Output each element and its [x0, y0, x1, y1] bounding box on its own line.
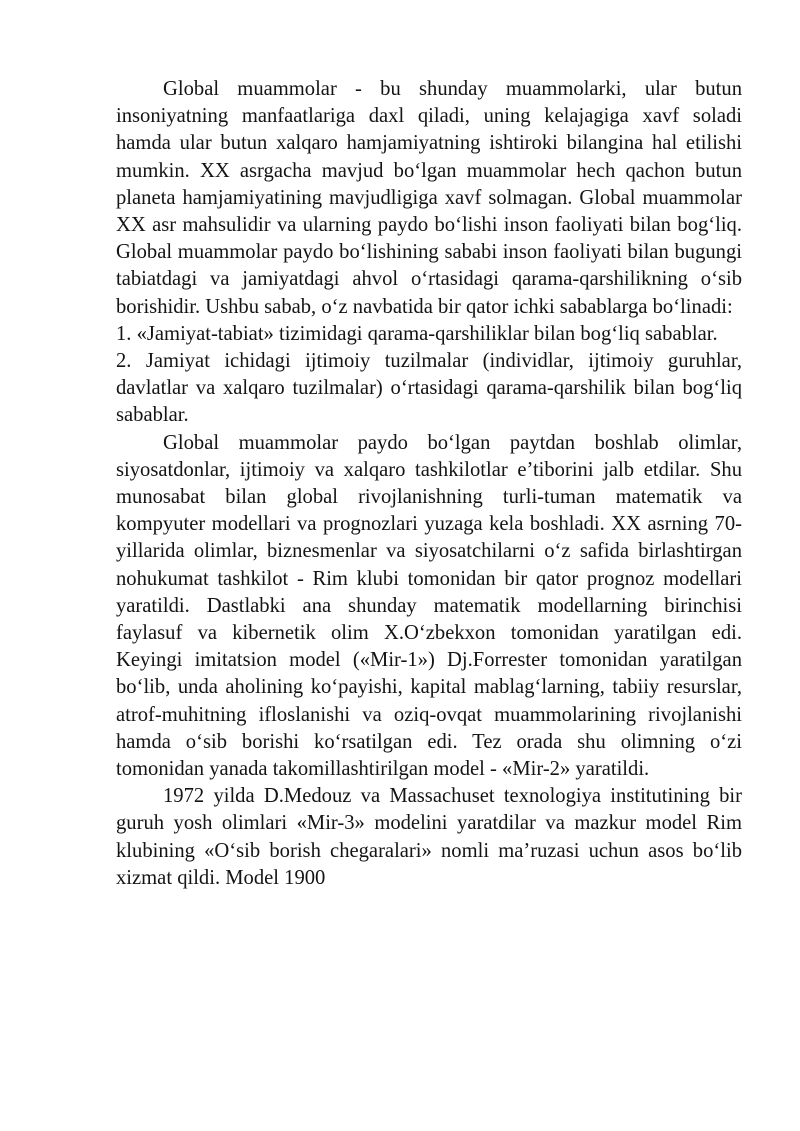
- document-page: [116, 76, 742, 892]
- list-item-social-structure-causes: 2. Jamiyat ichidagi ijtimoiy tuzilmalar (individlar, ijtimoiy guruhlar, davlatlar va xalqaro tuzilmalar) o‘rtasidagi qarama-qarshilik bilan bog‘liq sabablar.: [116, 350, 742, 427]
- list-item-society-nature-causes: 1. «Jamiyat-tabiat» tizimidagi qarama-qarshiliklar bilan bog‘liq sabablar.: [116, 322, 718, 345]
- paragraph-global-models: Global muammolar paydo bo‘lgan paytdan boshlab olimlar, siyosatdonlar, ijtimoiy va xalqaro tashkilotlar e’tiborini jalb etdilar. Shu munosabat bilan global rivojlanishning turli-tuman matematik va kompyuter modellari va prognozlari yuzaga kela boshladi. XX asrning 70-yillarida olimlar, biznesmenlar va siyosatchilarni o‘z safida birlashtirgan nohukumat tashkilot - Rim klubi tomonidan bir qator prognoz modellari yaratildi. Dastlabki ana shunday matematik modellarning birinchisi faylasuf va kibernetik olim X.O‘zbekxon tomonidan yaratilgan edi. Keyingi imitatsion model («Mir-1») Dj.Forrester tomonidan yaratilgan bo‘lib, unda aholining ko‘payishi, kapital mablag‘larning, tabiiy resurslar, atrof-muhitning ifloslanishi va oziq-ovqat muammolarining rivojlanishi hamda o‘sib borishi ko‘rsatilgan edi. Tez orada shu olimning o‘zi tomonidan yanada takomillashtirilgan model - «Mir-2» yaratildi.: [116, 431, 742, 781]
- paragraph-global-problems-definition: Global muammolar - bu shunday muammolarki, ular butun insoniyatning manfaatlariga daxl qiladi, uning kelajagiga xavf soladi hamda ular butun xalqaro hamjamiyatning ishtiroki bilangina hal etilishi mumkin. XX asrgacha mavjud bo‘lgan muammolar hech qachon butun planeta hamjamiyatining mavjudligiga xavf solmagan. Global muammolar XX asr mahsulidir va ularning paydo bo‘lishi inson faoliyati bilan bog‘liq. Global muammolar paydo bo‘lishining sababi inson faoliyati bilan bugungi tabiatdagi va jamiyatdagi ahvol o‘rtasidagi qarama-qarshilikning o‘sib borishidir. Ushbu sabab, o‘z navbatida bir qator ichki sabablarga bo‘linadi:: [116, 78, 742, 318]
- paragraph-mir3-model: 1972 yilda D.Medouz va Massachuset texnologiya institutining bir guruh yosh olimlari «Mir-3» modelini yaratdilar va mazkur model Rim klubining «O‘sib borish chegaralari» nomli ma’ruzasi uchun asos bo‘lib xizmat qildi. Model 1900: [116, 785, 742, 889]
